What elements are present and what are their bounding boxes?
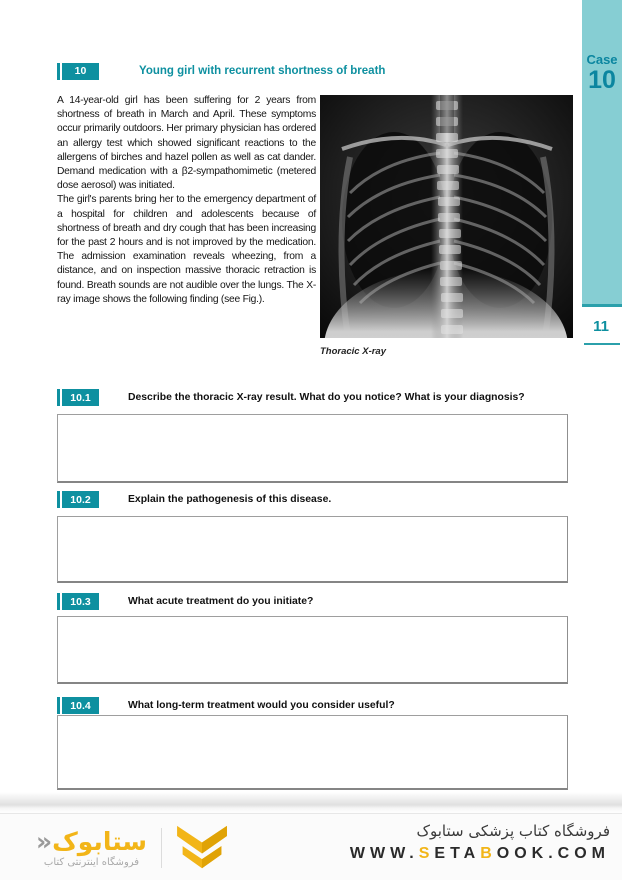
question-row-3 (57, 593, 313, 610)
question-text: What long-term treatment would you consider useful? (128, 700, 395, 711)
case-label: Case (586, 52, 618, 67)
figure-caption: Thoracic X-ray (320, 346, 386, 357)
case-number: 10 (588, 66, 616, 94)
question-row-4 (57, 697, 395, 714)
footer (0, 813, 622, 880)
footer-text-block (350, 820, 610, 863)
question-text: Describe the thoracic X-ray result. What do you notice? What is your diagnosis? (128, 392, 525, 403)
logo-divider (161, 828, 162, 868)
question-row-1 (57, 389, 525, 406)
case-title-row (57, 62, 385, 80)
question-number-box: 10.1 (62, 389, 99, 406)
question-tick-bar (57, 697, 60, 714)
intro-paragraph-1: A 14-year-old girl has been suffering for 2 years from shortness of breath in March and April. These symptoms occur primarily outdoors. Her primary physician has ordered an allergy test which showed significant reactions to the allergens of birches and hazel pollen as well as cat dander. Demand medication with a β2-sympathomimetic (metered dose aerosol) was initiated. (57, 95, 316, 192)
question-tick-bar (57, 593, 60, 610)
page-number-rule (584, 343, 620, 345)
footer-top-shadow (0, 792, 622, 814)
question-tick-bar (57, 389, 60, 406)
answer-box-4 (57, 715, 568, 790)
intro-paragraph-2: The girl's parents bring her to the emergency department of a hospital for children and adolescents because of shortness of breath and dry cough that has been increasing for the past 2 hours and is not improved by the medication. The admission examination reveals wheezing, from a distance, and on inspection massive thoracic retraction is found. Breath sounds are not audible over the lungs. The X-ray image shows the following finding (see Fig.). (57, 194, 316, 305)
logo-wordmark (36, 826, 147, 856)
case-intro (57, 94, 316, 307)
page-number: 11 (593, 318, 609, 335)
question-text: Explain the pathogenesis of this disease. (128, 494, 332, 505)
title-tick-bar (57, 63, 60, 80)
answer-box-3 (57, 616, 568, 684)
setabook-logo (36, 822, 230, 874)
logo-wordmark-block (36, 826, 147, 868)
question-number-box: 10.4 (62, 697, 99, 714)
url-part: B (480, 845, 497, 862)
question-text: What acute treatment do you initiate? (128, 596, 314, 607)
url-part: WWW. (349, 845, 419, 862)
question-number-box: 10.2 (62, 491, 99, 508)
chest-xray-graphic (320, 95, 573, 338)
question-row-2 (57, 491, 331, 508)
logo-chevron-mark-icon: « (36, 826, 53, 856)
footer-tagline: فروشگاه کتاب پزشکی ستابوک (416, 822, 610, 840)
url-part: S (418, 845, 435, 862)
footer-url (350, 845, 610, 863)
logo-wordmark-text: ستابوک (52, 826, 147, 856)
answer-box-1 (57, 414, 568, 483)
answer-box-2 (57, 516, 568, 583)
chevron-emblem-icon (174, 824, 230, 872)
question-tick-bar (57, 491, 60, 508)
url-part: ETA (434, 845, 481, 862)
chest-xray-image (320, 95, 573, 338)
case-title: Young girl with recurrent shortness of breath (139, 65, 386, 77)
question-number-box: 10.3 (62, 593, 99, 610)
logo-subtitle: فروشگاه اینترنتی کتاب (43, 856, 140, 868)
case-number-box: 10 (62, 63, 99, 80)
url-part: OOK.COM (496, 845, 610, 862)
case-sidebar-tab (582, 0, 622, 307)
